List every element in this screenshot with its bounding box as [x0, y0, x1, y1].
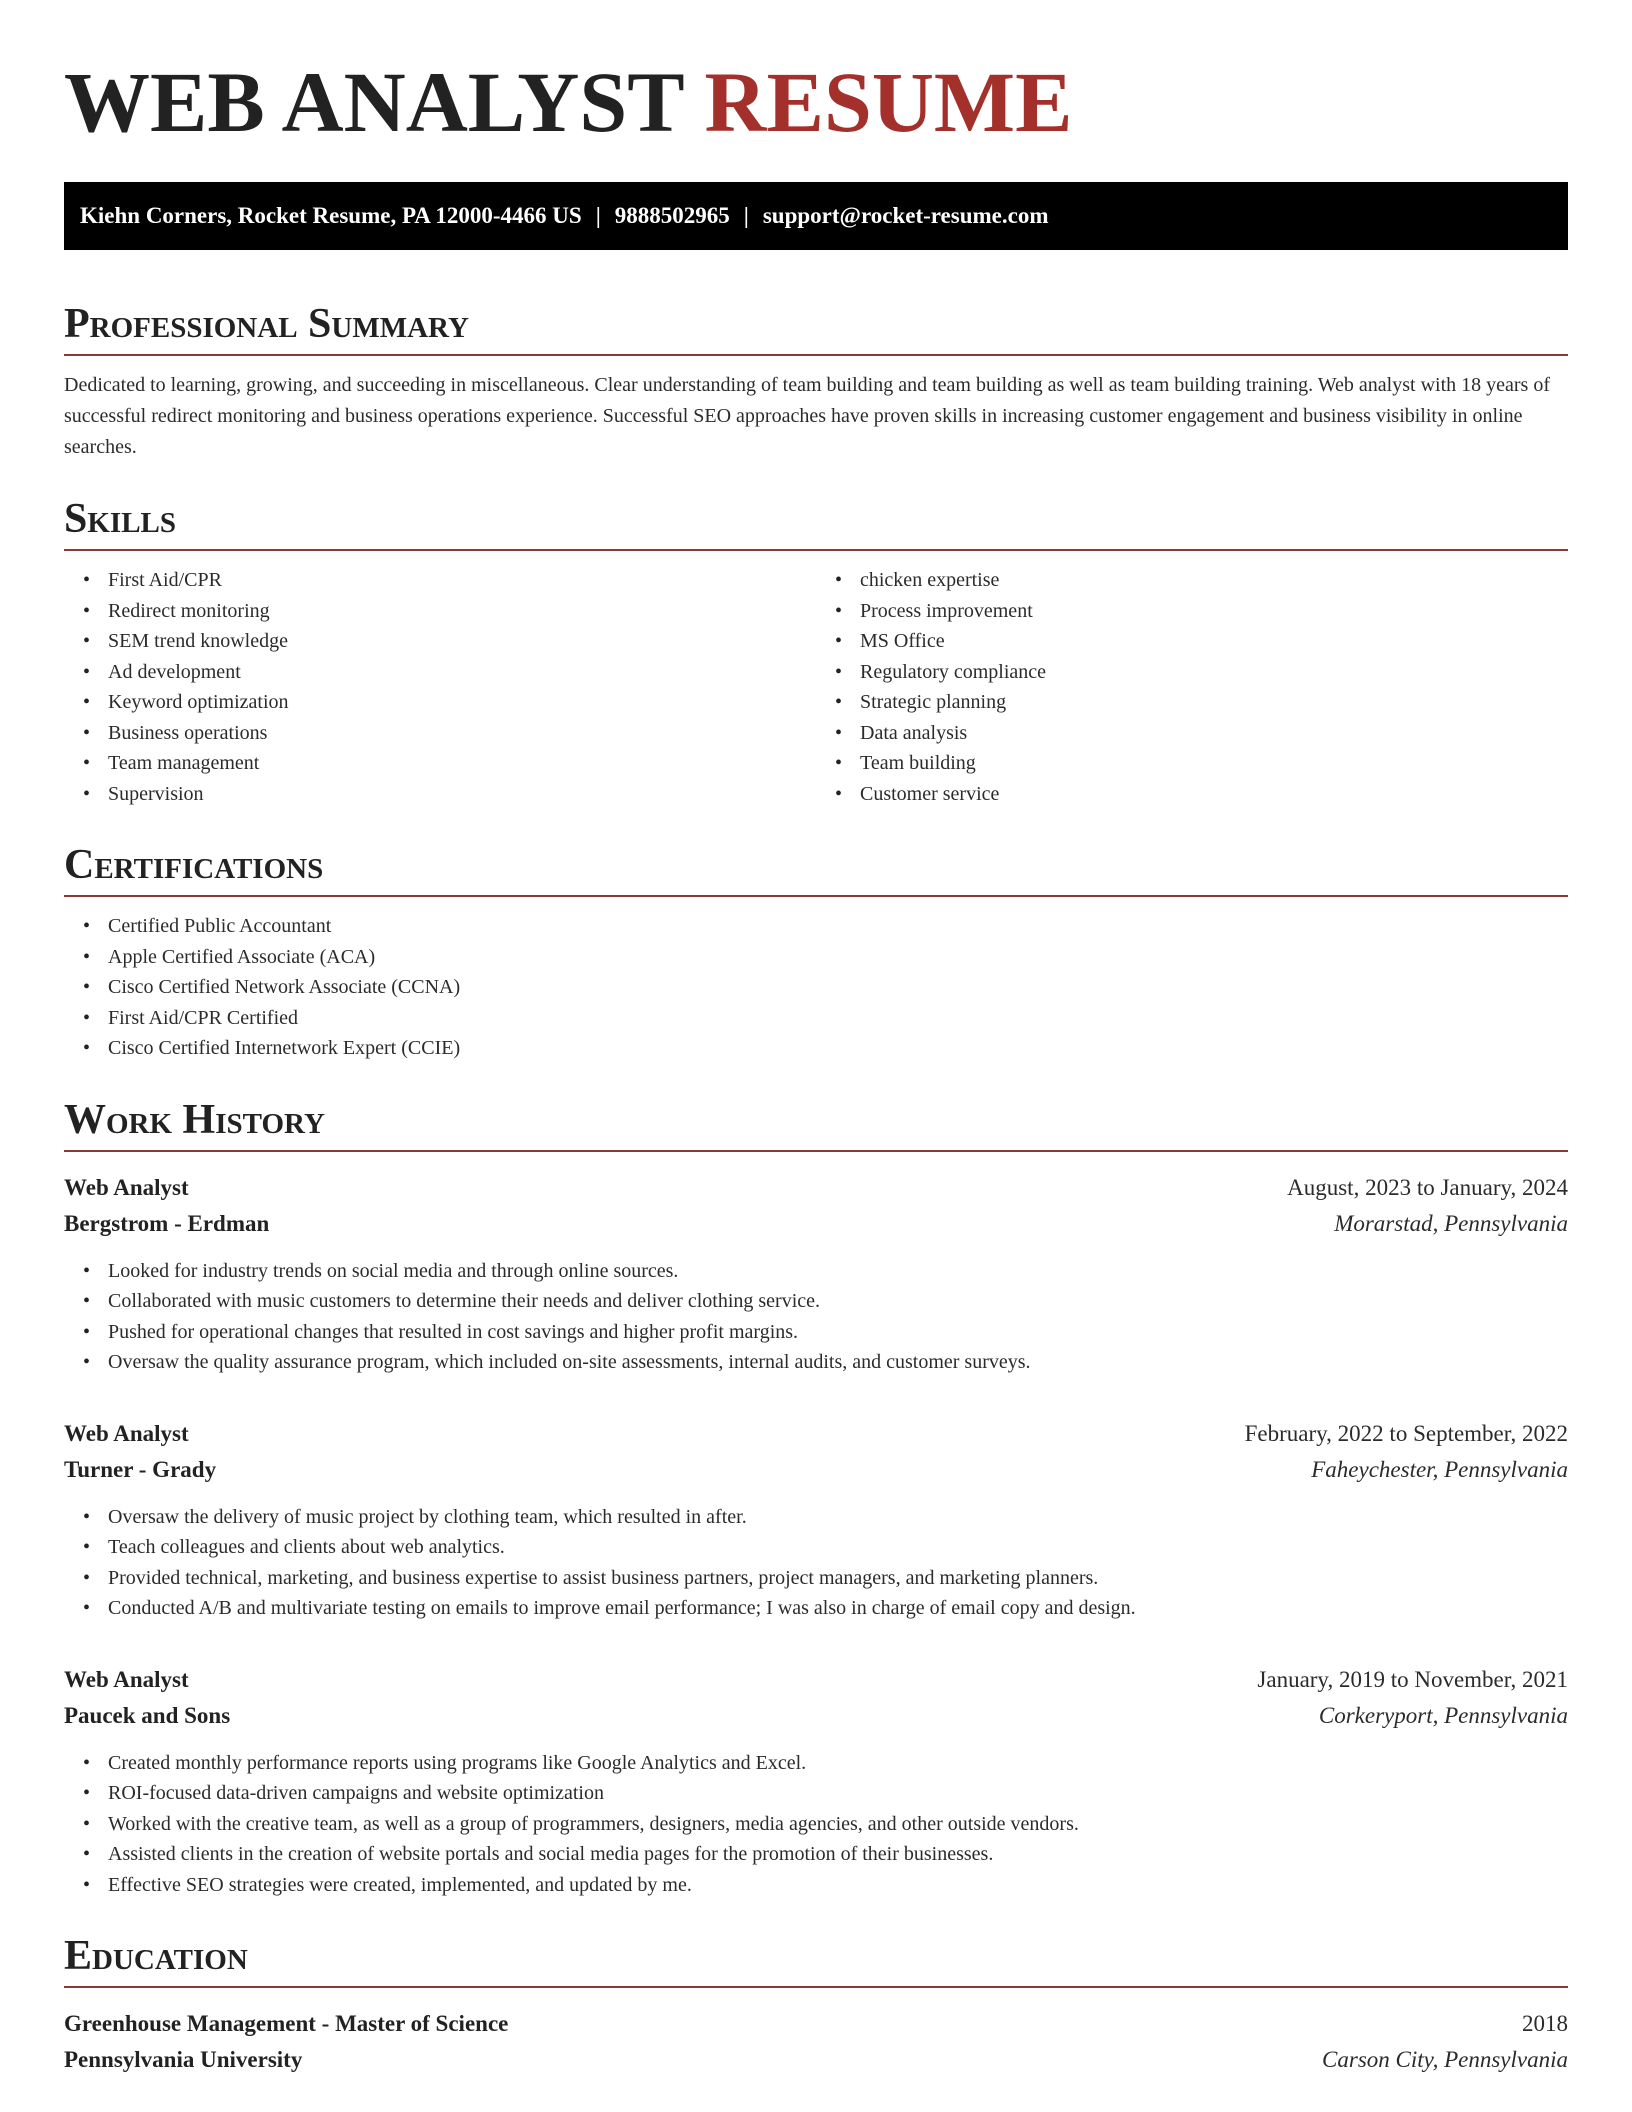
job-duty: • Assisted clients in the creation of website portals and social media pages for the promotion of their businesses.	[108, 1839, 1568, 1870]
contact-address: Kiehn Corners, Rocket Resume, PA 12000-4466 US	[80, 203, 582, 228]
skills-section	[64, 489, 1568, 809]
summary-text: Dedicated to learning, growing, and succeeding in miscellaneous. Clear understanding of team building and team building as well as team building training. Web analyst with 18 years of successful redirect monitoring and business operations experience. Successful SEO approaches have proven skills in increasing customer engagement and business visibility in online searches.	[64, 374, 1550, 458]
education-degree: Greenhouse Management - Master of Science	[64, 2011, 509, 2036]
skill-item: • Supervision	[108, 779, 816, 810]
professional-summary-section	[64, 294, 1568, 463]
job-duty: • Pushed for operational changes that resulted in cost savings and higher profit margins.	[108, 1317, 1568, 1348]
skill-item: • Process improvement	[860, 596, 1568, 627]
contact-bar	[64, 182, 1568, 250]
job-company: Turner - Grady	[64, 1456, 217, 1482]
job-duty: • Conducted A/B and multivariate testing on emails to improve email performance; I was also in charge of email copy and design.	[108, 1593, 1568, 1624]
job-location: Morarstad, Pennsylvania	[1334, 1210, 1568, 1236]
education-header-row	[64, 2006, 1568, 2042]
skill-item: • Team management	[108, 748, 816, 779]
job-company-row	[64, 1698, 1568, 1734]
certification-item: • Cisco Certified Network Associate (CCNA)	[108, 972, 1568, 1003]
job-duty: • Created monthly performance reports using programs like Google Analytics and Excel.	[108, 1748, 1568, 1779]
skills-list-right	[816, 565, 1568, 809]
skill-item: • Strategic planning	[860, 687, 1568, 718]
job-entry	[64, 1170, 1568, 1378]
section-divider	[64, 549, 1568, 551]
education-school-row	[64, 2042, 1568, 2078]
job-duty: • Provided technical, marketing, and business expertise to assist business partners, project managers, and marketing planners.	[108, 1563, 1568, 1594]
skill-item: • Team building	[860, 748, 1568, 779]
job-company: Bergstrom - Erdman	[64, 1210, 270, 1236]
section-divider	[64, 354, 1568, 356]
skill-item: • SEM trend knowledge	[108, 626, 816, 657]
certifications-list	[64, 911, 1568, 1064]
contact-phone: 9888502965	[614, 203, 730, 228]
education-section	[64, 1926, 1568, 2078]
skills-list-left	[64, 565, 816, 809]
job-location: Faheychester, Pennsylvania	[1311, 1456, 1568, 1482]
section-heading-skills: Skills	[64, 496, 177, 542]
title-main: WEB ANALYST	[64, 54, 684, 150]
job-duty: • Oversaw the quality assurance program, which included on-site assessments, internal audits, and customer surveys.	[108, 1347, 1568, 1378]
job-duty: • Looked for industry trends on social media and through online sources.	[108, 1256, 1568, 1287]
skill-item: • chicken expertise	[860, 565, 1568, 596]
section-divider	[64, 1150, 1568, 1152]
skill-item: • Keyword optimization	[108, 687, 816, 718]
job-title: Web Analyst	[64, 1420, 189, 1446]
title-accent: RESUME	[704, 54, 1073, 150]
section-divider	[64, 895, 1568, 897]
job-title: Web Analyst	[64, 1174, 189, 1200]
job-company: Paucek and Sons	[64, 1702, 231, 1728]
skill-item: • Customer service	[860, 779, 1568, 810]
skill-item: • Redirect monitoring	[108, 596, 816, 627]
section-heading-summary: Professional Summary	[64, 301, 469, 347]
certifications-section	[64, 835, 1568, 1064]
job-title: Web Analyst	[64, 1666, 189, 1692]
skill-item: • Business operations	[108, 718, 816, 749]
skill-item: • Ad development	[108, 657, 816, 688]
skill-item: • First Aid/CPR	[108, 565, 816, 596]
job-company-row	[64, 1452, 1568, 1488]
section-heading-education: Education	[64, 1933, 248, 1979]
job-duties-list	[64, 1256, 1568, 1378]
skill-item: • Regulatory compliance	[860, 657, 1568, 688]
job-duty: • Oversaw the delivery of music project by clothing team, which resulted in after.	[108, 1502, 1568, 1533]
contact-email[interactable]: support@rocket-resume.com	[762, 203, 1049, 228]
education-entry	[64, 2006, 1568, 2078]
skill-item: • MS Office	[860, 626, 1568, 657]
job-duty: • Effective SEO strategies were created, implemented, and updated by me.	[108, 1870, 1568, 1901]
job-duty: • Worked with the creative team, as well as a group of programmers, designers, media agencies, and other outside vendors.	[108, 1809, 1568, 1840]
job-duty: • Collaborated with music customers to determine their needs and deliver clothing service.	[108, 1286, 1568, 1317]
section-heading-work-history: Work History	[64, 1096, 325, 1143]
job-entry	[64, 1662, 1568, 1901]
job-duties-list	[64, 1748, 1568, 1901]
certification-item: • Certified Public Accountant	[108, 911, 1568, 942]
job-duty: • Teach colleagues and clients about web analytics.	[108, 1532, 1568, 1563]
job-location: Corkeryport, Pennsylvania	[1318, 1702, 1568, 1728]
job-dates: January, 2019 to November, 2021	[1257, 1666, 1568, 1692]
education-location: Carson City, Pennsylvania	[1322, 2047, 1568, 2072]
job-header-row	[64, 1662, 1568, 1698]
certification-item: • Apple Certified Associate (ACA)	[108, 942, 1568, 973]
work-history-section	[64, 1090, 1568, 1901]
section-heading-certifications: Certifications	[64, 842, 324, 888]
education-year: 2018	[1522, 2011, 1568, 2036]
contact-separator: |	[743, 203, 749, 228]
job-duty: • ROI-focused data-driven campaigns and website optimization	[108, 1778, 1568, 1809]
certification-item: • First Aid/CPR Certified	[108, 1003, 1568, 1034]
job-header-row	[64, 1170, 1568, 1206]
job-company-row	[64, 1206, 1568, 1242]
certification-item: • Cisco Certified Internetwork Expert (CCIE)	[108, 1033, 1568, 1064]
job-dates: February, 2022 to September, 2022	[1244, 1420, 1568, 1446]
section-divider	[64, 1986, 1568, 1988]
skill-item: • Data analysis	[860, 718, 1568, 749]
contact-separator: |	[595, 203, 601, 228]
resume-title	[64, 0, 1568, 152]
job-entry	[64, 1416, 1568, 1624]
job-duties-list	[64, 1502, 1568, 1624]
job-dates: August, 2023 to January, 2024	[1287, 1174, 1568, 1200]
education-school: Pennsylvania University	[64, 2047, 303, 2072]
skills-grid	[64, 565, 1568, 809]
job-header-row	[64, 1416, 1568, 1452]
